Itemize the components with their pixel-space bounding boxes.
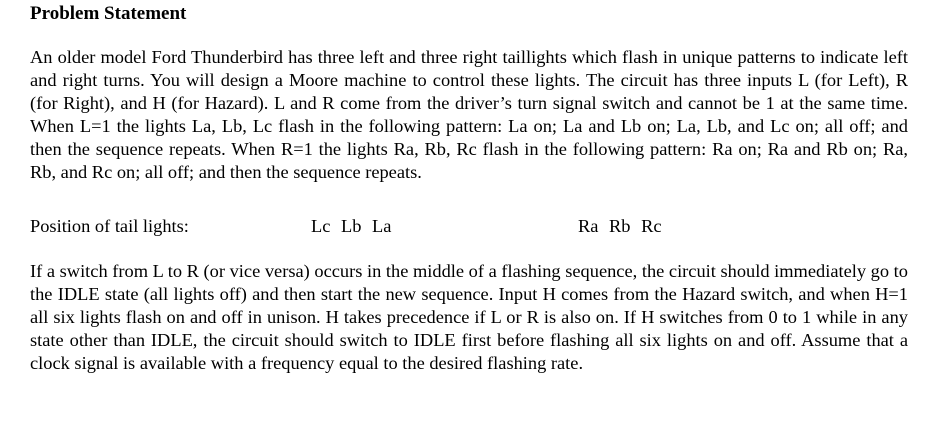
page-heading: Problem Statement <box>30 3 187 24</box>
taillight-positions <box>30 215 908 238</box>
left-taillights: Lc Lb La <box>311 216 392 236</box>
problem-paragraph-2: If a switch from L to R (or vice versa) occurs in the middle of a flashing sequence, the circuit should immediately go to the IDLE state (all lights off) and then start the new sequence. Input H comes from the Hazard switch, and when H=1 all six lights flash on and off in unison. H takes precedence if L or R is also on. If H switches from 0 to 1 while in any state other than IDLE, the circuit should switch to IDLE first before flashing all six lights on and off. Assume that a clock signal is available with a frequency equal to the desired flashing rate. <box>30 261 908 373</box>
taillight-positions-label: Position of tail lights: <box>30 216 189 236</box>
right-taillights: Ra Rb Rc <box>578 216 662 236</box>
problem-paragraph-1: An older model Ford Thunderbird has three left and three right taillights which flash in unique patterns to indicate left and right turns. You will design a Moore machine to control these lights. The circuit has three inputs L (for Left), R (for Right), and H (for Hazard). L and R come from the driver’s turn signal switch and cannot be 1 at the same time. When L=1 the lights La, Lb, Lc flash in the following pattern: La on; La and Lb on; La, Lb, and Lc on; all off; and then the sequence repeats. When R=1 the lights Ra, Rb, Rc flash in the following pattern: Ra on; Ra and Rb on; Ra, Rb, and Rc on; all off; and then the sequence repeats. <box>30 47 908 182</box>
